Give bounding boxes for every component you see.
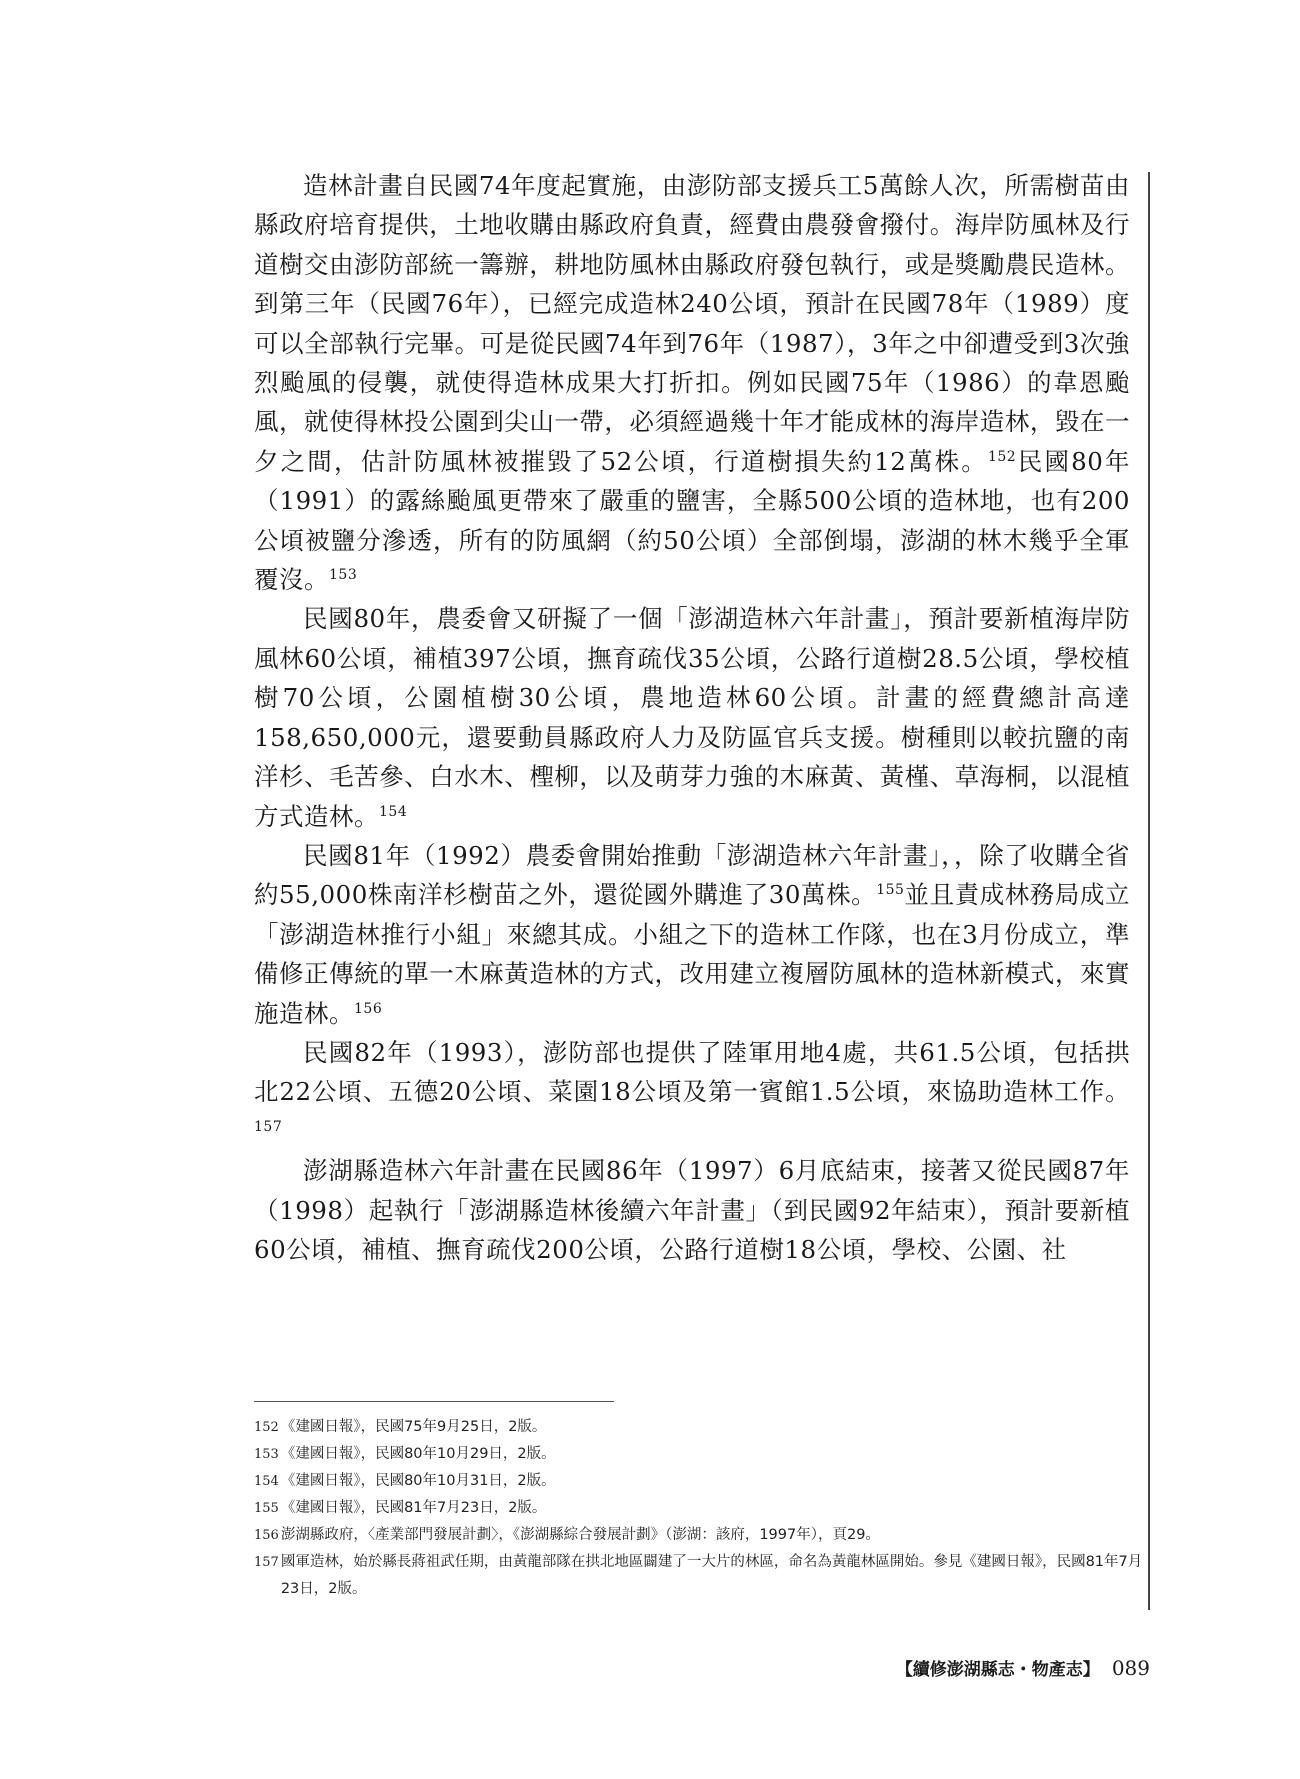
footnote-divider xyxy=(254,1401,614,1402)
paragraph-text: 澎湖縣造林六年計畫在民國86年（1997）6月底結束，接著又從民國87年（1998）起執行「澎湖縣造林後續六年計畫」（到民國92年結束），預計要新植60公頃，補植、撫育疏伐200公頃，公路行道樹18公頃，學校、公園、社 xyxy=(254,1156,1130,1264)
footnote-ref[interactable]: 157 xyxy=(254,1118,283,1135)
paragraph-text: 民國82年（1993），澎防部也提供了陸軍用地4處，共61.5公頃，包括拱北22公頃、五德20公頃、菜園18公頃及第一賓館1.5公頃，來協助造林工作。 xyxy=(254,1037,1130,1107)
footnote-number: 154 xyxy=(254,1474,279,1489)
footnote-text: 國軍造林，始於縣長蔣祖武任期，由黃龍部隊在拱北地區闢建了一大片的林區，命名為黃龍林區開始。參見《建國日報》，民國81年7月23日，2版。 xyxy=(280,1554,1143,1597)
footnote-ref[interactable]: 154 xyxy=(379,803,408,820)
paragraph-text: 民國80年（1991）的露絲颱風更帶來了嚴重的鹽害，全縣500公頃的造林地，也有200公頃被鹽分滲透，所有的防風網（約50公頃）全部倒塌，澎湖的林木幾乎全軍覆沒。 xyxy=(254,446,1130,595)
page-number: 089 xyxy=(1111,1656,1150,1680)
footnote-number: 153 xyxy=(254,1447,279,1462)
paragraph xyxy=(254,1151,1130,1269)
paragraph-text: 並且責成林務局成立「澎湖造林推行小組」來總其成。小組之下的造林工作隊，也在3月份成立，準備修正傳統的單一木麻黃造林的方式，改用建立複層防風林的造林新模式，來實施造林。 xyxy=(254,880,1130,1028)
footnote xyxy=(254,1468,1154,1495)
footnote-number: 155 xyxy=(254,1501,279,1516)
footnote-number: 157 xyxy=(254,1555,279,1570)
paragraph-text: 造林計畫自民國74年度起實施，由澎防部支援兵工5萬餘人次，所需樹苗由縣政府培育提供，土地收購由縣政府負責，經費由農發會撥付。海岸防風林及行道樹交由澎防部統一籌辦，耕地防風林由縣政府發包執行，或是獎勵農民造林。到第三年（民國76年），已經完成造林240公頃，預計在民國78年（1989）度可以全部執行完畢。可是從民國74年到76年（1987），3年之中卻遭受到3次強烈颱風的侵襲，就使得造林成果大打折扣。例如民國75年（1986）的韋恩颱風，就使得林投公園到尖山一帶，必須經過幾十年才能成林的海岸造林，毀在一夕之間，估計防風林被摧毀了52公頃，行道樹損失約12萬株。 xyxy=(254,171,1130,476)
footnote-ref[interactable]: 155 xyxy=(876,882,905,899)
footnote-text: 《建國日報》，民國75年9月25日，2版。 xyxy=(280,1419,547,1435)
footnote-text: 《建國日報》，民國80年10月31日，2版。 xyxy=(280,1473,556,1489)
footnote xyxy=(254,1549,1154,1603)
paragraph-text: 民國80年，農委會又研擬了一個「澎湖造林六年計畫」，預計要新植海岸防風林60公頃，補植397公頃，撫育疏伐35公頃，公路行道樹28.5公頃，學校植樹70公頃，公園植樹30公頃，農地造林60公頃。計畫的經費總計高達158,650,000元，還要動員縣政府人力及防區官兵支援。樹種則以較抗鹽的南洋杉、毛苦參、白水木、檉柳，以及萌芽力強的木麻黃、黃槿、草海桐，以混植方式造林。 xyxy=(254,604,1130,831)
footnote-number: 152 xyxy=(254,1420,279,1435)
paragraph xyxy=(254,166,1130,599)
paragraph xyxy=(254,1033,1130,1151)
footnote-number: 156 xyxy=(254,1528,279,1543)
running-title: 【續修澎湖縣志・物產志】 xyxy=(895,1660,1100,1680)
footnote xyxy=(254,1441,1154,1468)
footnote-ref[interactable]: 153 xyxy=(329,566,358,583)
paragraph xyxy=(254,836,1130,1033)
margin-rule xyxy=(1148,172,1150,1610)
footnote-text: 澎湖縣政府，〈產業部門發展計劃〉，《澎湖縣綜合發展計劃》（澎湖：該府，1997年），頁29。 xyxy=(280,1527,880,1543)
footnote xyxy=(254,1495,1154,1522)
footnote-ref[interactable]: 152 xyxy=(987,448,1017,465)
footnote-text: 《建國日報》，民國80年10月29日，2版。 xyxy=(280,1446,556,1462)
footnote-text: 《建國日報》，民國81年7月23日，2版。 xyxy=(280,1500,547,1516)
page-footer xyxy=(896,1655,1150,1680)
footnote xyxy=(254,1522,1154,1549)
paragraph-text: 民國81年（1992）農委會開始推動「澎湖造林六年計畫」，，除了收購全省約55,000株南洋杉樹苗之外，還從國外購進了30萬株。 xyxy=(254,840,1130,910)
footnote xyxy=(254,1414,1154,1441)
footnotes xyxy=(254,1414,1154,1603)
main-text xyxy=(254,166,1130,1269)
paragraph xyxy=(254,599,1130,835)
footnote-ref[interactable]: 156 xyxy=(354,1000,383,1017)
